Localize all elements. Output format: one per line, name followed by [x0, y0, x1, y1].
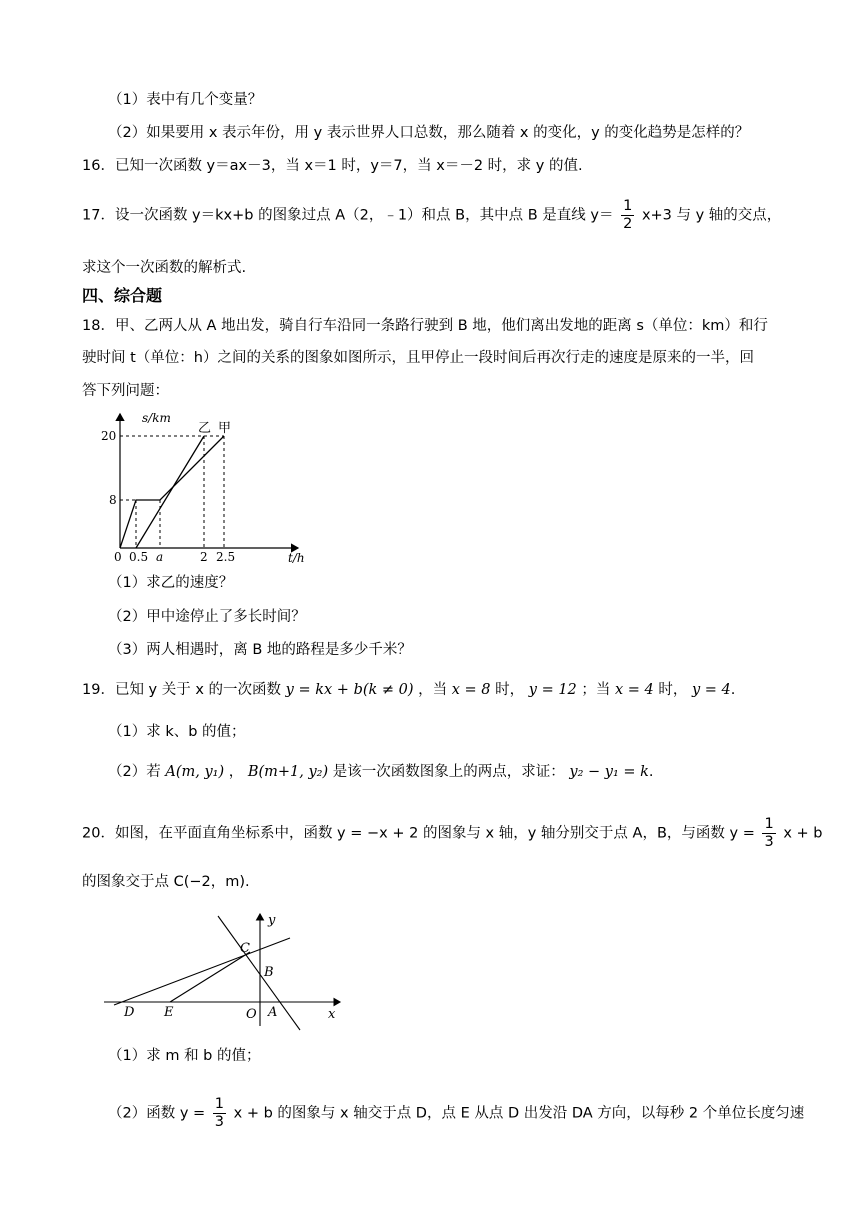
line-ab	[218, 916, 300, 1030]
q20-sub2-frac-num: 1	[214, 1096, 225, 1112]
coordinate-graph	[100, 908, 350, 1038]
q19-sub2-text-b: ，	[228, 764, 244, 780]
line-label-yi: 乙	[198, 421, 212, 436]
q20-sub2-frac-den: 3	[214, 1114, 225, 1130]
q17-text-a: 17．设一次函数 y＝kx+b 的图象过点 A（2，﹣1）和点 B，其中点 B 是直线 y＝	[82, 207, 614, 224]
q20-sub2-text-b: x + b 的图象与 x 轴交于点 D，点 E 从点 D 出发沿 DA 方向，以每秒 2 个单位长度匀速	[233, 1105, 805, 1122]
yi-line	[136, 436, 204, 548]
q17-frac-num: 1	[623, 198, 633, 214]
q17-text-b: x+3 与 y 轴的交点，	[641, 207, 782, 224]
q20-sub2-fraction	[213, 1096, 226, 1131]
q16-text: 16．已知一次函数 y＝ax－3，当 x＝1 时，y＝7，当 x＝－2 时，求 y 的值.	[82, 158, 583, 174]
q20-line1	[82, 816, 822, 851]
q19-line1	[82, 680, 735, 700]
q18-line2: 驶时间 t（单位：h）之间的关系的图象如图所示，且甲停止一段时间后再次行走的速度是原来的一半，回	[82, 350, 754, 366]
q18-line1: 18．甲、乙两人从 A 地出发，骑自行车沿同一条路行驶到 B 地，他们离出发地的距离 s（单位：km）和行	[82, 318, 768, 334]
q20-sub2-text-a: （2）函数 y =	[108, 1105, 206, 1122]
line-ec	[170, 952, 250, 1002]
q19-proof-eq: y₂ − y₁ = k	[569, 764, 649, 780]
x-tick-2: 2	[200, 550, 208, 564]
q19-cond1: x = 8	[451, 682, 491, 698]
q17-line2: 求这个一次函数的解析式.	[82, 260, 247, 276]
q19-formula: y = kx + b(k ≠ 0)	[285, 682, 414, 698]
q19-text-b3: ；当	[581, 682, 611, 698]
q19-sub1: （1）求 k、b 的值；	[108, 724, 246, 740]
q19-text-b2: 时，	[495, 682, 525, 698]
y-tick-20: 20	[101, 429, 117, 443]
q20-frac-den: 3	[764, 834, 774, 850]
q19-sub2-text-c: 是该一次函数图象上的两点，求证：	[332, 764, 565, 780]
q19-cond3: x = 4	[615, 682, 654, 698]
section-heading: 四、综合题	[82, 286, 163, 305]
q20-text-b: x + b	[783, 825, 823, 842]
q20-line2: 的图象交于点 C(−2，m).	[82, 874, 250, 890]
q19-text-b: ，当	[418, 682, 448, 698]
line-label-jia: 甲	[218, 421, 232, 436]
point-d: D	[124, 1005, 135, 1020]
q15-sub2: （2）如果要用 x 表示年份，用 y 表示世界人口总数，那么随着 x 的变化，y 的变化趋势是怎样的？	[108, 125, 750, 141]
x-tick-2-5: 2.5	[216, 550, 236, 564]
point-c: C	[240, 941, 250, 956]
q19-sub2-text-a: （2）若	[108, 764, 161, 780]
q19-point-b: B(m+1, y₂)	[247, 764, 329, 780]
q19-point-a: A(m, y₁)	[165, 764, 225, 780]
x-axis-label: t/h	[288, 551, 305, 565]
q18-sub3: （3）两人相遇时，离 B 地的路程是多少千米？	[108, 642, 412, 658]
q17-line1	[82, 198, 781, 233]
point-a: A	[268, 1005, 278, 1020]
q20-frac-num: 1	[764, 816, 774, 832]
q18-sub1: （1）求乙的速度？	[108, 575, 234, 591]
q17-fraction	[621, 198, 634, 233]
q19-sub2-text-d: .	[648, 764, 654, 780]
origin-o: O	[246, 1007, 257, 1022]
q19-text-b5: .	[730, 682, 736, 698]
y-label: y	[268, 913, 276, 928]
x-tick-a: a	[156, 550, 164, 564]
q18-line3: 答下列问题：	[82, 383, 169, 399]
q15-sub1: （1）表中有几个变量？	[108, 92, 263, 108]
q17-frac-den: 2	[623, 216, 633, 232]
q19-text-b4: 时，	[658, 682, 688, 698]
q19-cond2: y = 12	[528, 682, 577, 698]
x-label: x	[328, 1007, 336, 1022]
q19-text-a: 19．已知 y 关于 x 的一次函数	[82, 682, 282, 698]
x-tick-0: 0	[114, 550, 122, 564]
q18-sub2: （2）甲中途停止了多长时间？	[108, 609, 306, 625]
q20-text-a: 20．如图，在平面直角坐标系中，函数 y = −x + 2 的图象与 x 轴，y 轴分别交于点 A，B，与函数 y =	[82, 825, 755, 842]
q20-fraction	[762, 816, 775, 851]
q20-sub1: （1）求 m 和 b 的值；	[108, 1048, 261, 1064]
y-axis-label: s/km	[142, 411, 171, 425]
x-tick-0-5: 0.5	[129, 550, 149, 564]
q20-sub2	[108, 1096, 804, 1131]
point-b: B	[264, 965, 274, 980]
y-tick-8: 8	[109, 493, 117, 507]
q19-cond4: y = 4	[692, 682, 731, 698]
distance-time-graph	[101, 408, 313, 568]
q19-sub2	[108, 762, 654, 782]
point-e: E	[164, 1005, 174, 1020]
